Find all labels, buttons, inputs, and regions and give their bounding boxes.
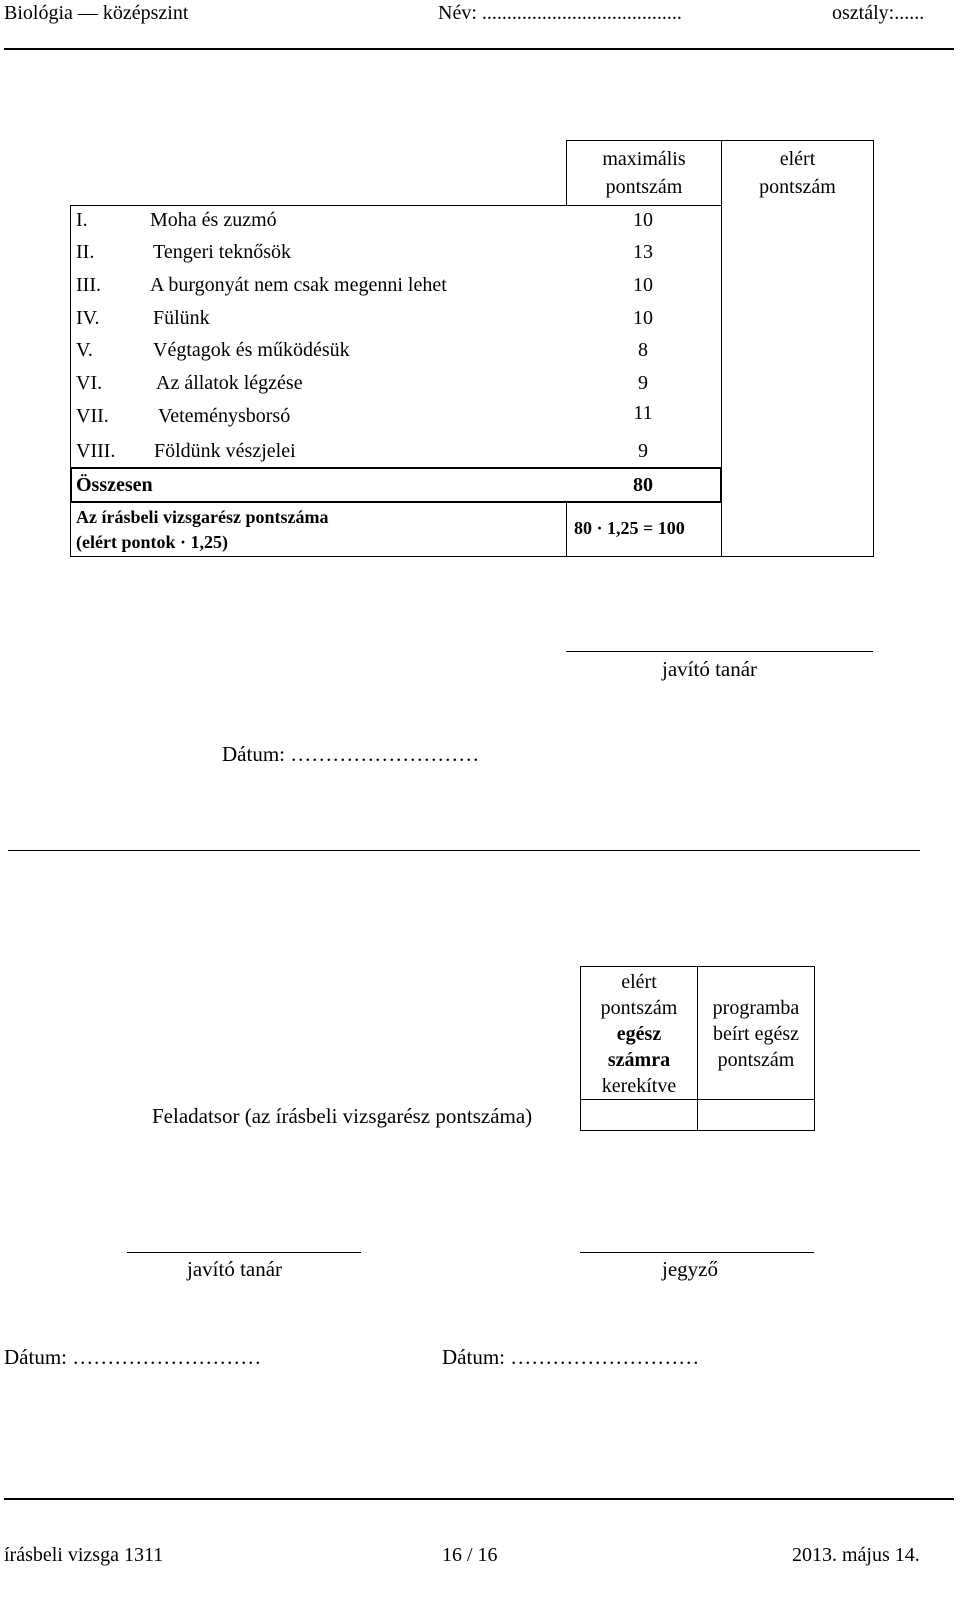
task-set-label: Feladatsor (az írásbeli vizsgarész pontszáma)	[152, 1104, 533, 1128]
page-number: 16 / 16	[442, 1544, 498, 1566]
notary-date-field: Dátum: ………………………	[442, 1345, 700, 1369]
achieved-score-header: elért pontszám	[759, 148, 836, 198]
entered-score-header: programba beírt egész pontszám	[712, 997, 800, 1071]
corrector-signature-line	[127, 1252, 361, 1253]
total-max: 80	[633, 474, 653, 496]
written-formula: 80 · 1,25 = 100	[574, 518, 685, 538]
page-header	[0, 0, 960, 52]
corrector-label: javító tanár	[662, 657, 758, 681]
written-row-divider	[566, 502, 567, 557]
exam-date: 2013. május 14.	[792, 1544, 920, 1566]
written-label-line1: Az írásbeli vizsgarész pontszáma	[76, 507, 329, 527]
name-field: Név: ........................................	[438, 2, 682, 24]
final-table-row-divider	[580, 1099, 815, 1100]
notary-label: jegyző	[662, 1257, 718, 1281]
corrector-date-field: Dátum: ………………………	[4, 1345, 262, 1369]
footer-divider	[4, 1498, 954, 1500]
total-label: Összesen	[76, 474, 153, 496]
date-field: Dátum: ………………………	[222, 742, 480, 766]
header-divider	[4, 48, 954, 50]
subject-title: Biológia — középszint	[4, 2, 189, 24]
exam-code: írásbeli vizsga 1311	[4, 1544, 164, 1566]
achieved-score-column	[721, 140, 874, 557]
section-divider	[8, 850, 920, 851]
rounded-score-header: elért pontszám egész számra kerekítve	[600, 971, 678, 1097]
class-field: osztály:......	[832, 2, 925, 24]
notary-signature-line	[580, 1252, 814, 1253]
signature-line	[566, 651, 873, 652]
corrector-label-2: javító tanár	[187, 1257, 283, 1281]
written-label-line2: (elért pontok · 1,25)	[76, 532, 228, 552]
max-score-header: maximális pontszám	[602, 148, 686, 198]
